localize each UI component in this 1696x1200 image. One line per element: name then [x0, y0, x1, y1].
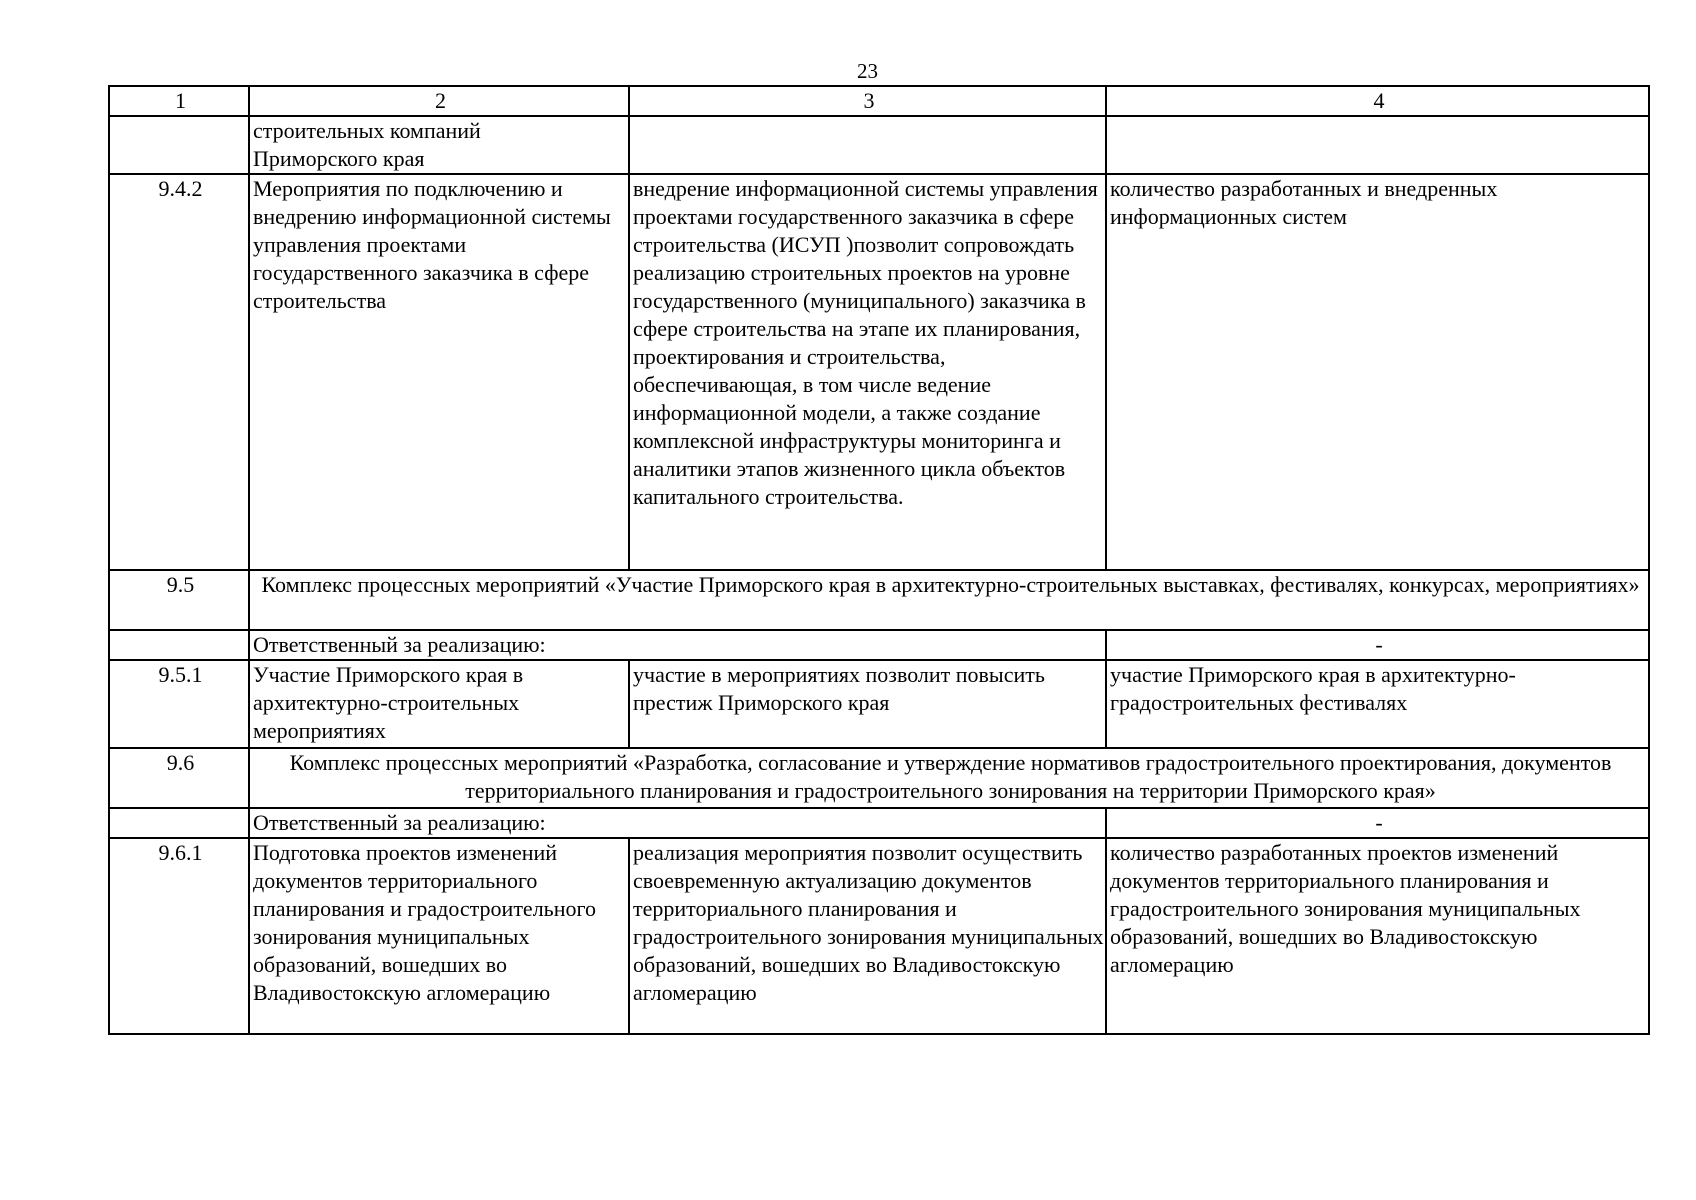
- event-name: Подготовка проектов изменений документов территориального планирования и градостроительного зонирования муниципальных образований, вошедших во Владивостокскую агломерацию: [249, 838, 629, 1034]
- responsible-row: [109, 808, 1649, 838]
- event-effect: внедрение информационной системы управления проектами государственного заказчика в сфере строительства (ИСУП )позволит сопровождать реализацию строительных проектов на уровне государственного (муниципального) заказчика в сфере строительства на этапе их планирования, проектирования и строительства, обеспечивающая, в том числе ведение информационной модели, а также создание комплексной инфраструктуры мониторинга и аналитики этапов жизненного цикла объектов капитального строительства.: [629, 174, 1106, 570]
- measures-table: [108, 85, 1650, 1035]
- responsible-value: -: [1106, 630, 1649, 660]
- responsible-row: [109, 630, 1649, 660]
- event-effect: [629, 116, 1106, 174]
- responsible-label: Ответственный за реализацию:: [249, 630, 1106, 660]
- column-number-2: 2: [249, 86, 629, 116]
- row-number: 9.6.1: [109, 838, 249, 1034]
- event-indicator: количество разработанных проектов изменений документов территориального планирования и градостроительного зонирования муниципальных образований, вошедших во Владивостокскую агломерацию: [1106, 838, 1649, 1034]
- column-numbers-row: [109, 86, 1649, 116]
- responsible-value: -: [1106, 808, 1649, 838]
- responsible-label: Ответственный за реализацию:: [249, 808, 1106, 838]
- table-row: [109, 174, 1649, 570]
- event-name: строительных компаний Приморского края: [249, 116, 629, 174]
- table-row: [109, 116, 1649, 174]
- event-indicator: количество разработанных и внедренных информационных систем: [1106, 174, 1649, 570]
- complex-title: Комплекс процессных мероприятий «Разработка, согласование и утверждение нормативов градостроительного проектирования, документов территориального планирования и градостроительного зонирования на территории Приморского края»: [249, 748, 1649, 808]
- complex-row-9-6: [109, 748, 1649, 808]
- column-number-4: 4: [1106, 86, 1649, 116]
- row-number: 9.4.2: [109, 174, 249, 570]
- complex-title: Комплекс процессных мероприятий «Участие Приморского края в архитектурно-строительных выставках, фестивалях, конкурсах, мероприятиях»: [249, 570, 1649, 630]
- row-number: 9.5: [109, 570, 249, 630]
- row-number: [109, 630, 249, 660]
- event-effect: реализация мероприятия позволит осуществить своевременную актуализацию документов территориального планирования и градостроительного зонирования муниципальных образований, вошедших во Владивостокскую агломерацию: [629, 838, 1106, 1034]
- event-name: Участие Приморского края в архитектурно-строительных мероприятиях: [249, 660, 629, 748]
- complex-row-9-5: [109, 570, 1649, 630]
- column-number-3: 3: [629, 86, 1106, 116]
- column-number-1: 1: [109, 86, 249, 116]
- row-number: [109, 808, 249, 838]
- row-number: 9.5.1: [109, 660, 249, 748]
- row-number: 9.6: [109, 748, 249, 808]
- row-number: [109, 116, 249, 174]
- event-indicator: [1106, 116, 1649, 174]
- event-effect: участие в мероприятиях позволит повысить престиж Приморского края: [629, 660, 1106, 748]
- page-number: 23: [857, 59, 878, 83]
- table-row: [109, 660, 1649, 748]
- event-name: Мероприятия по подключению и внедрению информационной системы управления проектами государственного заказчика в сфере строительства: [249, 174, 629, 570]
- table-row: [109, 838, 1649, 1034]
- event-indicator: участие Приморского края в архитектурно-градостроительных фестивалях: [1106, 660, 1649, 748]
